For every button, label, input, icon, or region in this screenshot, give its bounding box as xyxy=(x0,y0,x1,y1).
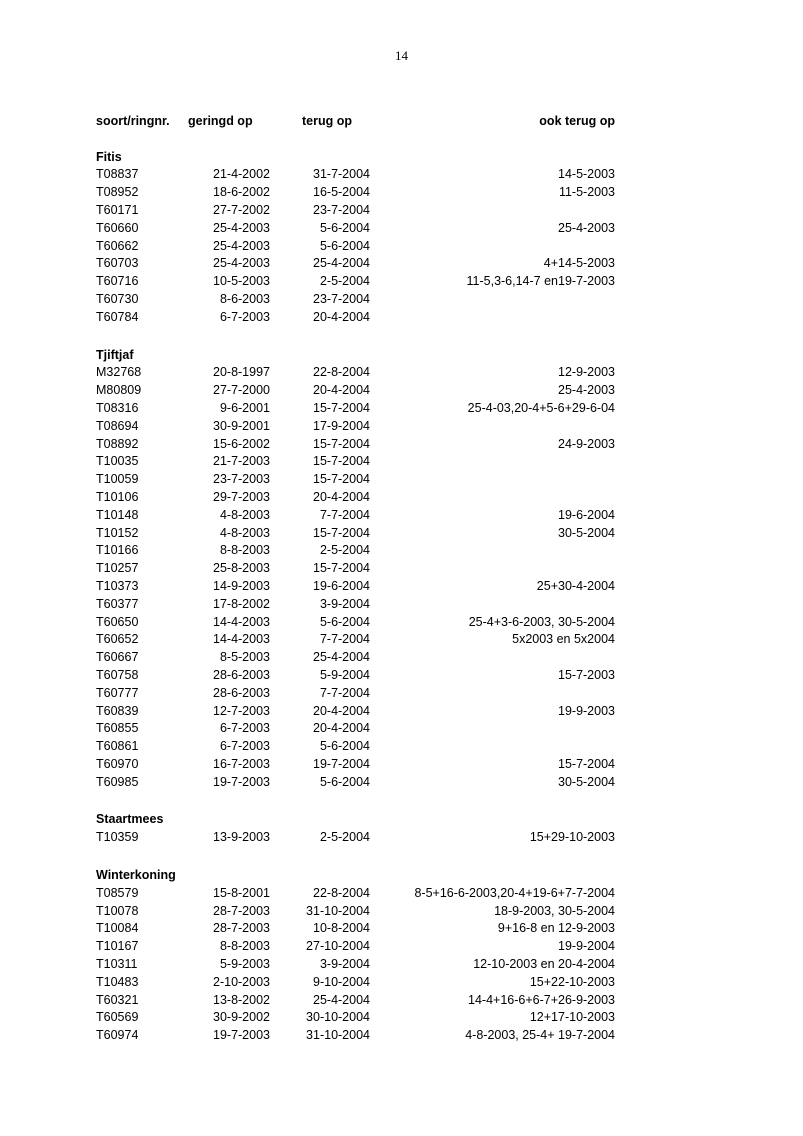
ringed-date: 15-6-2002 xyxy=(213,436,270,451)
ringed-date: 27-7-2000 xyxy=(213,383,270,398)
ringed-date: 28-7-2003 xyxy=(213,921,270,936)
ring-number: T08579 xyxy=(96,885,139,900)
table-row xyxy=(96,649,616,667)
ring-number: T60171 xyxy=(96,202,139,217)
other-recapture-dates: 19-6-2004 xyxy=(558,507,615,522)
ring-number: T60660 xyxy=(96,220,139,235)
table-row xyxy=(96,1009,616,1027)
table-row xyxy=(96,685,616,703)
ringed-date: 28-7-2003 xyxy=(213,903,270,918)
recapture-date: 20-4-2004 xyxy=(313,703,370,718)
ring-number: T60784 xyxy=(96,309,139,324)
ringed-date: 13-9-2003 xyxy=(213,830,270,845)
table-row xyxy=(96,974,616,992)
ring-number: T60730 xyxy=(96,291,139,306)
table-row xyxy=(96,614,616,632)
table-row xyxy=(96,453,616,471)
ringed-date: 25-8-2003 xyxy=(213,561,270,576)
ringed-date: 6-7-2003 xyxy=(219,309,270,324)
recapture-date: 15-7-2004 xyxy=(313,400,370,415)
other-recapture-dates: 25+30-4-2004 xyxy=(536,578,615,593)
other-recapture-dates: 12-9-2003 xyxy=(558,365,615,380)
table-row xyxy=(96,1027,616,1045)
ringed-date: 13-8-2002 xyxy=(213,992,270,1007)
page-number: 14 xyxy=(395,48,408,63)
recapture-date: 5-6-2004 xyxy=(319,238,370,253)
ringed-date: 30-9-2001 xyxy=(213,418,270,433)
recapture-date: 23-7-2004 xyxy=(313,202,370,217)
other-recapture-dates: 25-4-03,20-4+5-6+29-6-04 xyxy=(467,400,615,415)
other-recapture-dates: 8-5+16-6-2003,20-4+19-6+7-7-2004 xyxy=(414,885,615,900)
other-recapture-dates: 15+29-10-2003 xyxy=(529,830,615,845)
ring-number: T60703 xyxy=(96,256,139,271)
ring-number: T08316 xyxy=(96,400,139,415)
ringed-date: 19-7-2003 xyxy=(213,774,270,789)
other-recapture-dates: 18-9-2003, 30-5-2004 xyxy=(494,903,615,918)
ringed-date: 25-4-2003 xyxy=(213,256,270,271)
recapture-date: 15-7-2004 xyxy=(313,525,370,540)
table-row xyxy=(96,220,616,238)
table-row xyxy=(96,255,616,273)
recapture-date: 25-4-2004 xyxy=(313,256,370,271)
other-recapture-dates: 11-5,3-6,14-7 en19-7-2003 xyxy=(466,274,615,289)
other-recapture-dates: 12+17-10-2003 xyxy=(529,1010,615,1025)
recapture-date: 20-4-2004 xyxy=(313,489,370,504)
other-recapture-dates: 12-10-2003 en 20-4-2004 xyxy=(473,957,615,972)
ringed-date: 8-5-2003 xyxy=(219,650,270,665)
recapture-date: 7-7-2004 xyxy=(319,685,370,700)
table-row xyxy=(96,418,616,436)
recapture-date: 31-10-2004 xyxy=(306,1028,370,1043)
recapture-date: 22-8-2004 xyxy=(313,365,370,380)
ring-number: T60970 xyxy=(96,756,139,771)
ringed-date: 20-8-1997 xyxy=(213,365,270,380)
table-row xyxy=(96,920,616,938)
species-heading: Fitis xyxy=(96,149,122,164)
ring-number: T60652 xyxy=(96,632,139,647)
ring-number: T10148 xyxy=(96,507,139,522)
ring-number: T10257 xyxy=(96,561,139,576)
ringed-date: 5-9-2003 xyxy=(219,957,270,972)
header-also-recaptured-on: ook terug op xyxy=(539,114,615,128)
section-spacer xyxy=(96,791,616,811)
recapture-date: 27-10-2004 xyxy=(306,939,370,954)
table-row xyxy=(96,720,616,738)
ring-number: M80809 xyxy=(96,383,142,398)
species-heading: Staartmees xyxy=(96,812,164,827)
recapture-date: 5-9-2004 xyxy=(319,667,370,682)
recapture-date: 17-9-2004 xyxy=(313,418,370,433)
ringed-date: 8-8-2003 xyxy=(219,543,270,558)
ring-number: T10166 xyxy=(96,543,139,558)
table-header xyxy=(96,113,616,131)
table-row xyxy=(96,238,616,256)
ring-number: T10167 xyxy=(96,939,139,954)
header-recaptured-on: terug op xyxy=(302,114,352,128)
ringed-date: 21-4-2002 xyxy=(213,167,270,182)
ringed-date: 9-6-2001 xyxy=(219,400,270,415)
recapture-date: 5-6-2004 xyxy=(319,774,370,789)
species-sections xyxy=(96,131,616,1045)
species-heading: Tjiftjaf xyxy=(96,347,134,362)
recapture-date: 25-4-2004 xyxy=(313,992,370,1007)
other-recapture-dates: 15-7-2003 xyxy=(558,667,615,682)
ringed-date: 23-7-2003 xyxy=(213,472,270,487)
other-recapture-dates: 19-9-2003 xyxy=(558,703,615,718)
recapture-date: 3-9-2004 xyxy=(319,957,370,972)
header-ringed-on: geringd op xyxy=(188,114,253,128)
recapture-date: 15-7-2004 xyxy=(313,436,370,451)
ringed-date: 4-8-2003 xyxy=(219,525,270,540)
table-row xyxy=(96,903,616,921)
recapture-date: 19-6-2004 xyxy=(313,578,370,593)
ringed-date: 17-8-2002 xyxy=(213,596,270,611)
ring-number: T60662 xyxy=(96,238,139,253)
table-row xyxy=(96,774,616,792)
ringed-date: 16-7-2003 xyxy=(213,756,270,771)
recapture-date: 2-5-2004 xyxy=(319,274,370,289)
ring-number: T10311 xyxy=(96,957,138,972)
ring-number: T10078 xyxy=(96,903,139,918)
recapture-date: 23-7-2004 xyxy=(313,291,370,306)
table-row xyxy=(96,382,616,400)
table-row xyxy=(96,507,616,525)
ringed-date: 14-9-2003 xyxy=(213,578,270,593)
table-row xyxy=(96,291,616,309)
ring-number: T60985 xyxy=(96,774,139,789)
other-recapture-dates: 11-5-2003 xyxy=(558,185,615,200)
ring-number: T60855 xyxy=(96,721,139,736)
ringed-date: 19-7-2003 xyxy=(213,1028,270,1043)
ringed-date: 10-5-2003 xyxy=(213,274,270,289)
table-row xyxy=(96,400,616,418)
recapture-date: 20-4-2004 xyxy=(313,721,370,736)
ringed-date: 14-4-2003 xyxy=(213,632,270,647)
table-row xyxy=(96,829,616,847)
recapture-date: 2-5-2004 xyxy=(319,830,370,845)
table-row xyxy=(96,938,616,956)
other-recapture-dates: 19-9-2004 xyxy=(558,939,615,954)
ring-number: T60321 xyxy=(96,992,139,1007)
recapture-date: 2-5-2004 xyxy=(319,543,370,558)
table-row xyxy=(96,436,616,454)
ring-number: T60650 xyxy=(96,614,139,629)
ring-number: T08892 xyxy=(96,436,139,451)
ringed-date: 2-10-2003 xyxy=(213,974,270,989)
recapture-table xyxy=(96,113,616,1045)
ring-number: T10359 xyxy=(96,830,139,845)
ring-number: T10035 xyxy=(96,454,139,469)
table-row xyxy=(96,364,616,382)
ring-number: T60569 xyxy=(96,1010,139,1025)
ringed-date: 14-4-2003 xyxy=(213,614,270,629)
recapture-date: 7-7-2004 xyxy=(319,507,370,522)
recapture-date: 15-7-2004 xyxy=(313,454,370,469)
ring-number: T60758 xyxy=(96,667,139,682)
ring-number: T08952 xyxy=(96,185,139,200)
recapture-date: 31-10-2004 xyxy=(306,903,370,918)
table-row xyxy=(96,631,616,649)
ringed-date: 28-6-2003 xyxy=(213,685,270,700)
ringed-date: 12-7-2003 xyxy=(213,703,270,718)
ringed-date: 8-6-2003 xyxy=(219,291,270,306)
other-recapture-dates: 4+14-5-2003 xyxy=(543,256,615,271)
section-spacer xyxy=(96,327,616,347)
ring-number: T08694 xyxy=(96,418,139,433)
table-row xyxy=(96,184,616,202)
ringed-date: 30-9-2002 xyxy=(213,1010,270,1025)
recapture-date: 15-7-2004 xyxy=(313,561,370,576)
other-recapture-dates: 9+16-8 en 12-9-2003 xyxy=(497,921,615,936)
table-row xyxy=(96,309,616,327)
recapture-date: 19-7-2004 xyxy=(313,756,370,771)
section-spacer xyxy=(96,131,616,149)
table-row xyxy=(96,202,616,220)
table-row xyxy=(96,489,616,507)
species-heading: Winterkoning xyxy=(96,868,176,883)
recapture-date: 5-6-2004 xyxy=(319,220,370,235)
other-recapture-dates: 15+22-10-2003 xyxy=(529,974,615,989)
recapture-date: 20-4-2004 xyxy=(313,309,370,324)
other-recapture-dates: 25-4-2003 xyxy=(558,383,615,398)
recapture-date: 22-8-2004 xyxy=(313,885,370,900)
table-row xyxy=(96,560,616,578)
other-recapture-dates: 4-8-2003, 25-4+ 19-7-2004 xyxy=(465,1028,615,1043)
ring-number: M32768 xyxy=(96,365,142,380)
other-recapture-dates: 14-4+16-6+6-7+26-9-2003 xyxy=(468,992,615,1007)
table-row xyxy=(96,667,616,685)
ring-number: T08837 xyxy=(96,167,139,182)
ringed-date: 4-8-2003 xyxy=(219,507,270,522)
ring-number: T10373 xyxy=(96,578,139,593)
ringed-date: 28-6-2003 xyxy=(213,667,270,682)
table-row xyxy=(96,273,616,291)
table-row xyxy=(96,578,616,596)
section-spacer xyxy=(96,847,616,867)
other-recapture-dates: 14-5-2003 xyxy=(558,167,615,182)
table-row xyxy=(96,992,616,1010)
ringed-date: 27-7-2002 xyxy=(213,202,270,217)
table-row xyxy=(96,738,616,756)
ring-number: T60974 xyxy=(96,1028,139,1043)
ring-number: T60716 xyxy=(96,274,139,289)
other-recapture-dates: 25-4-2003 xyxy=(558,220,615,235)
ring-number: T10059 xyxy=(96,472,139,487)
header-species-ring: soort/ringnr. xyxy=(96,114,170,128)
recapture-date: 30-10-2004 xyxy=(306,1010,370,1025)
ringed-date: 6-7-2003 xyxy=(219,739,270,754)
ring-number: T60839 xyxy=(96,703,139,718)
table-row xyxy=(96,596,616,614)
ring-number: T60777 xyxy=(96,685,139,700)
ring-number: T10483 xyxy=(96,974,139,989)
ringed-date: 6-7-2003 xyxy=(219,721,270,736)
table-row xyxy=(96,525,616,543)
other-recapture-dates: 25-4+3-6-2003, 30-5-2004 xyxy=(468,614,615,629)
table-row xyxy=(96,956,616,974)
table-row xyxy=(96,756,616,774)
recapture-date: 3-9-2004 xyxy=(319,596,370,611)
table-row xyxy=(96,703,616,721)
ringed-date: 15-8-2001 xyxy=(213,885,270,900)
recapture-date: 7-7-2004 xyxy=(319,632,370,647)
ring-number: T60377 xyxy=(96,596,139,611)
recapture-date: 25-4-2004 xyxy=(313,650,370,665)
other-recapture-dates: 30-5-2004 xyxy=(558,774,615,789)
recapture-date: 9-10-2004 xyxy=(313,974,370,989)
recapture-date: 31-7-2004 xyxy=(313,167,370,182)
ringed-date: 8-8-2003 xyxy=(219,939,270,954)
ringed-date: 18-6-2002 xyxy=(213,185,270,200)
ringed-date: 21-7-2003 xyxy=(213,454,270,469)
table-row xyxy=(96,885,616,903)
recapture-date: 5-6-2004 xyxy=(319,739,370,754)
recapture-date: 5-6-2004 xyxy=(319,614,370,629)
other-recapture-dates: 15-7-2004 xyxy=(558,756,615,771)
ring-number: T10152 xyxy=(96,525,139,540)
other-recapture-dates: 30-5-2004 xyxy=(558,525,615,540)
table-row xyxy=(96,166,616,184)
ring-number: T60861 xyxy=(96,739,139,754)
recapture-date: 20-4-2004 xyxy=(313,383,370,398)
ringed-date: 29-7-2003 xyxy=(213,489,270,504)
ring-number: T10084 xyxy=(96,921,139,936)
recapture-date: 10-8-2004 xyxy=(313,921,370,936)
other-recapture-dates: 24-9-2003 xyxy=(558,436,615,451)
recapture-date: 15-7-2004 xyxy=(313,472,370,487)
other-recapture-dates: 5x2003 en 5x2004 xyxy=(512,632,615,647)
ring-number: T60667 xyxy=(96,650,139,665)
table-row xyxy=(96,542,616,560)
ringed-date: 25-4-2003 xyxy=(213,238,270,253)
ring-number: T10106 xyxy=(96,489,139,504)
recapture-date: 16-5-2004 xyxy=(313,185,370,200)
ringed-date: 25-4-2003 xyxy=(213,220,270,235)
table-row xyxy=(96,471,616,489)
